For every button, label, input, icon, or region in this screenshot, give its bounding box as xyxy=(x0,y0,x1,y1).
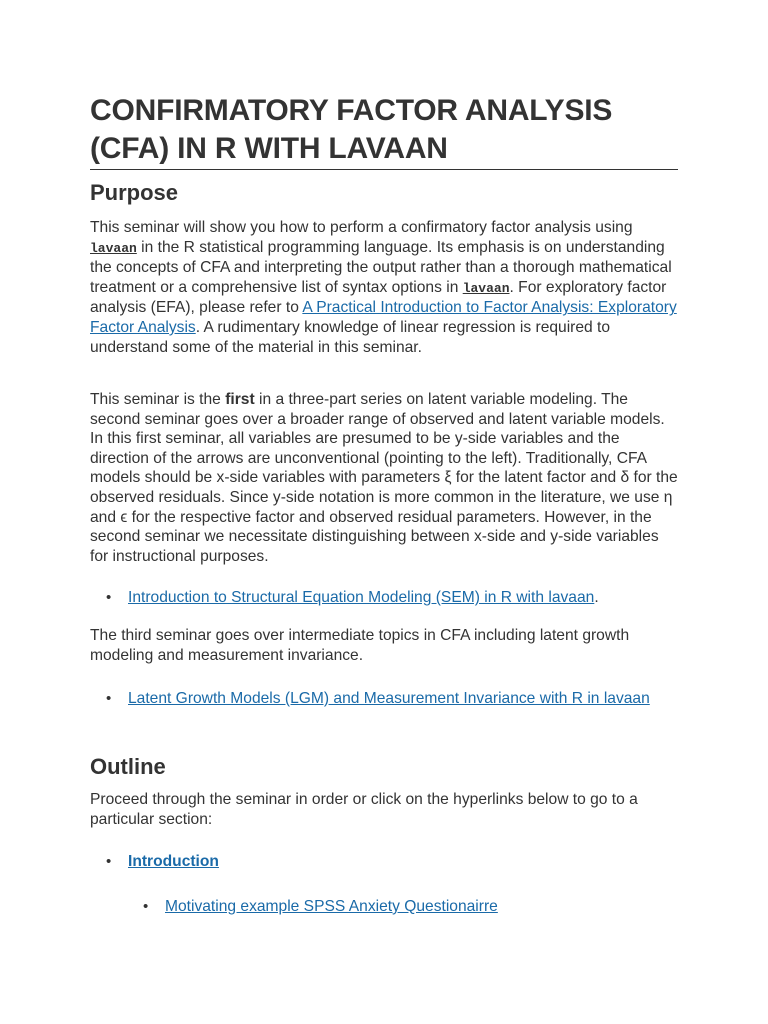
purpose-paragraph-3: The third seminar goes over intermediate topics in CFA including latent growth modeling and measurement invariance. xyxy=(90,627,630,664)
page-title: CONFIRMATORY FACTOR ANALYSIS (CFA) IN R WITH LAVAAN xyxy=(90,94,613,165)
list-item xyxy=(106,585,678,611)
lgm-link-list xyxy=(106,686,658,712)
paragraph-text: This seminar is the xyxy=(90,391,226,408)
sem-link-list xyxy=(106,585,678,611)
outline-link-motivating-example[interactable]: Motivating example SPSS Anxiety Questionairre xyxy=(165,898,498,915)
paragraph-text: . For exploratory factor analysis (EFA), please refer to xyxy=(90,278,667,317)
outline-heading: Outline xyxy=(90,754,166,779)
bullet-icon: • xyxy=(106,690,112,707)
bullet-icon: • xyxy=(106,589,112,606)
outline-link-introduction[interactable]: Introduction xyxy=(128,853,219,870)
purpose-heading: Purpose xyxy=(90,180,179,205)
lgm-seminar-link[interactable]: Latent Growth Models (LGM) and Measurement Invariance with R in lavaan xyxy=(128,690,650,707)
sem-seminar-link[interactable]: Introduction to Structural Equation Modeling (SEM) in R with lavaan xyxy=(128,589,595,606)
outline-item xyxy=(106,849,678,875)
purpose-paragraph-1 xyxy=(90,218,678,357)
title-divider xyxy=(90,169,678,170)
lavaan-code: lavaan xyxy=(90,240,137,256)
emphasis-first: first xyxy=(225,391,255,408)
bullet-icon: • xyxy=(106,853,112,870)
outline-subitem xyxy=(143,894,678,920)
paragraph-text: in the R statistical programming language. Its emphasis is on understanding the concepts of CFA and interpreting the output rather than a thorough mathematical treatment or a comprehensive list of syntax options in xyxy=(90,238,672,296)
list-item xyxy=(106,686,658,712)
paragraph-text: . A rudimentary knowledge of linear regression is required to understand some of the material in this seminar. xyxy=(90,318,611,356)
outline-list xyxy=(106,849,678,875)
paragraph-text: in a three-part series on latent variable modeling. The second seminar goes over a broader range of observed and latent variable models. In this first seminar, all variables are presumed to be y-side variables and the direction of the arrows are unconventional (pointing to the left). Traditionally, CFA models should be x-side variables with parameters ξ for the latent factor and δ for the observed residuals. Since y-side notation is more common in the literature, we use η and ϵ for the respective factor and observed residual parameters. However, in the second seminar we necessitate distinguishing between x-side and y-side variables for instructional purposes. xyxy=(90,391,678,565)
efa-link[interactable]: A Practical Introduction to Factor Analysis: Exploratory Factor Analysis xyxy=(90,299,677,336)
purpose-paragraph-2 xyxy=(90,390,678,566)
outline-intro-text: Proceed through the seminar in order or click on the hyperlinks below to go to a particular section: xyxy=(90,791,638,828)
lavaan-code: lavaan xyxy=(462,280,510,296)
outline-sublist xyxy=(143,894,678,920)
bullet-icon: • xyxy=(143,898,149,915)
link-suffix: . xyxy=(594,589,599,606)
paragraph-text: This seminar will show you how to perform a confirmatory factor analysis using xyxy=(90,219,633,236)
